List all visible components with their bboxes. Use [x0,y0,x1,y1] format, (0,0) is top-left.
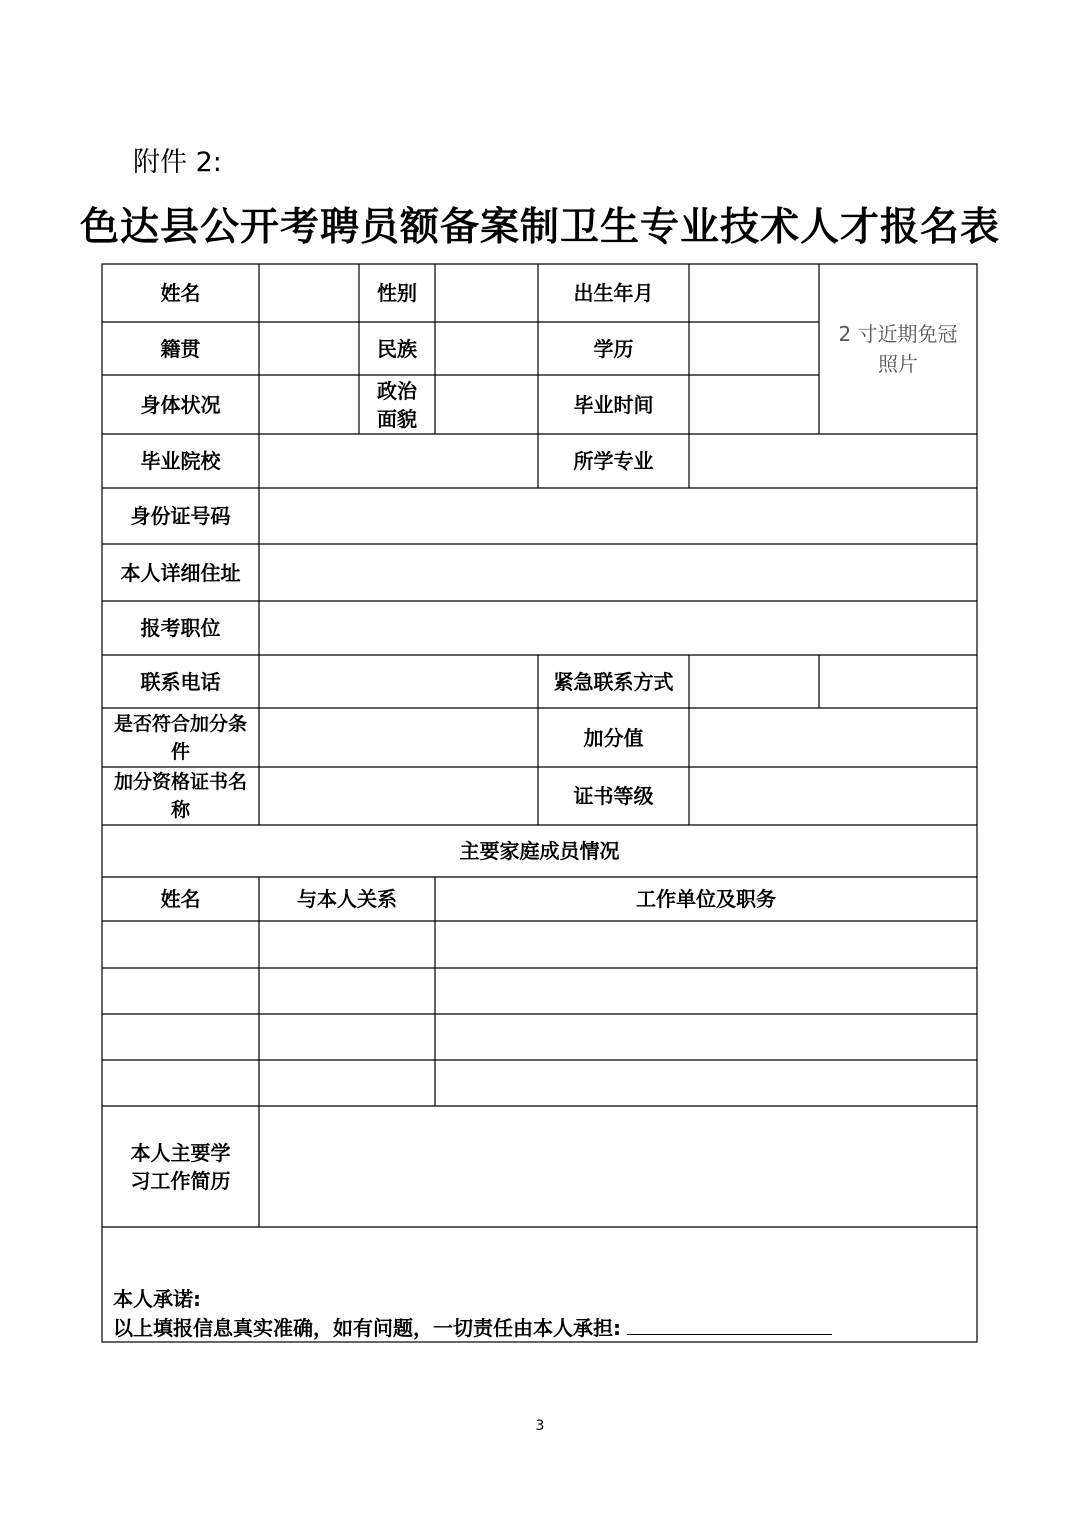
family-header-work: 工作单位及职务 [636,887,776,911]
label-school: 毕业院校 [140,449,221,473]
label-address: 本人详细住址 [120,560,241,585]
label-bonus-cert-name: 加分资格证书名称 [114,771,248,821]
label-cert-level: 证书等级 [573,784,654,808]
label-bonus-value: 加分值 [583,725,644,750]
label-gender: 性别 [377,281,417,305]
label-resume: 本人主要学习工作简历 [130,1140,231,1193]
pledge-line [113,1314,832,1343]
label-major: 所学专业 [573,449,654,473]
page-title: 色达县公开考聘员额备案制卫生专业技术人才报名表 [79,205,1000,250]
pledge-title: 本人承诺: [113,1287,201,1311]
label-ethnicity: 民族 [377,336,417,361]
label-id-number: 身份证号码 [130,504,231,528]
label-name: 姓名 [160,281,201,305]
pledge-block [113,1285,832,1343]
photo-placeholder: 2 寸近期免冠照片 [838,322,958,376]
label-phone: 联系电话 [140,669,221,694]
label-education: 学历 [593,336,634,361]
label-health: 身体状况 [140,392,221,417]
label-bonus-eligible: 是否符合加分条件 [114,712,248,763]
label-position: 报考职位 [140,616,221,640]
label-graduation-time: 毕业时间 [573,392,654,417]
family-header-relation: 与本人关系 [297,887,397,911]
label-native-place: 籍贯 [160,336,201,361]
family-header-name: 姓名 [160,887,201,911]
family-section-title: 主要家庭成员情况 [459,839,620,863]
signature-line[interactable] [627,1314,832,1335]
label-political-status: 政治面貌 [377,378,417,431]
label-birth: 出生年月 [573,281,654,305]
label-emergency-contact: 紧急联系方式 [553,669,674,694]
page-number: 3 [535,1418,545,1434]
attachment-label: 附件 2: [133,147,222,178]
pledge-text: 以上填报信息真实准确，如有问题，一切责任由本人承担: [113,1316,621,1340]
